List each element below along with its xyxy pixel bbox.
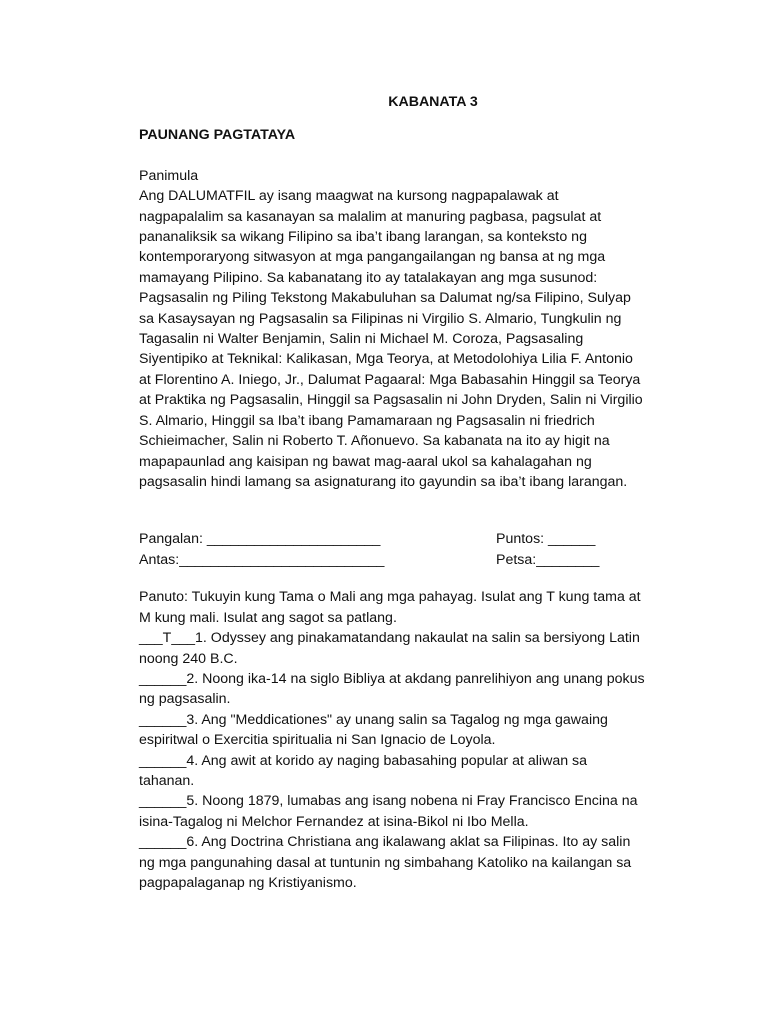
intro-paragraph bbox=[139, 186, 679, 492]
intro-heading: Panimula bbox=[139, 167, 199, 184]
quiz-item-line: tahanan. bbox=[139, 772, 195, 789]
score-field: Puntos: ______ bbox=[496, 531, 596, 548]
quiz-item-line: ______4. Ang awit at korido ay naging babasahing popular at aliwan sa bbox=[139, 752, 588, 769]
quiz-item-line: noong 240 B.C. bbox=[139, 650, 238, 667]
intro-line: Tagasalin ni Walter Benjamin, Salin ni Michael M. Coroza, Pagsasaling bbox=[139, 331, 584, 348]
quiz-item-line: ______3. Ang "Meddicationes" ay unang salin sa Tagalog ng mga gawaing bbox=[139, 711, 608, 728]
intro-line: kontemporaryong sitwasyon at mga pangangailangan ng bansa at ng mga bbox=[139, 249, 606, 266]
intro-line: mapapaunlad ang kaisipan ng bawat mag-aaral ukol sa kahalagahan ng bbox=[139, 453, 592, 470]
rank-field: Antas:__________________________ bbox=[139, 551, 385, 568]
intro-line: Schieimacher, Salin ni Roberto T. Añonuevo. Sa kabanata na ito ay higit na bbox=[139, 433, 610, 450]
quiz-item-6 bbox=[139, 832, 679, 893]
intro-line: pagsasalin hindi lamang sa asignaturang ito gayundin sa iba’t ibang larangan. bbox=[139, 473, 628, 490]
quiz-item-line: ______5. Noong 1879, lumabas ang isang nobena ni Fray Francisco Encina na bbox=[139, 793, 638, 810]
intro-line: nagpapalalim sa kasanayan sa malalim at manuring pagbasa, pagsulat at bbox=[139, 208, 602, 225]
intro-line: Siyentipiko at Teknikal: Kalikasan, Mga Teorya, at Metodolohiya Lilia F. Antonio bbox=[139, 351, 633, 368]
intro-line: Ang DALUMATFIL ay isang maagwat na kursong nagpapalawak at bbox=[139, 188, 559, 205]
intro-line: sa Kasaysayan ng Pagsasalin sa Filipinas ni Virgilio S. Almario, Tungkulin ng bbox=[139, 310, 622, 327]
name-field: Pangalan: ______________________ bbox=[139, 531, 381, 548]
field-row-1 bbox=[139, 529, 679, 549]
field-row-2 bbox=[139, 550, 679, 570]
quiz-item-1 bbox=[139, 628, 679, 669]
quiz-item-line: espiritwal o Exercitia spiritualia ni San Ignacio de Loyola. bbox=[139, 732, 496, 749]
intro-line: Pagsasalin ng Piling Tekstong Makabuluhan sa Dalumat ng/sa Filipino, Sulyap bbox=[139, 290, 631, 307]
document-page bbox=[139, 92, 679, 893]
intro-line: at Florentino A. Iniego, Jr., Dalumat Pagaaral: Mga Babasahin Hinggil sa Teorya bbox=[139, 371, 641, 388]
quiz-item-line: ng mga pangunahing dasal at tuntunin ng simbahang Katoliko na kailangan sa bbox=[139, 854, 632, 871]
quiz-item-4 bbox=[139, 751, 679, 792]
instructions-line: M kung mali. Isulat ang sagot sa patlang. bbox=[139, 609, 397, 626]
quiz-item-line: isina-Tagalog ni Melchor Fernandez at isina-Bikol ni Ibo Mella. bbox=[139, 813, 529, 830]
quiz-item-line: ______2. Noong ika-14 na siglo Bibliya at akdang panrelihiyon ang unang pokus bbox=[139, 670, 645, 687]
date-field: Petsa:________ bbox=[496, 551, 600, 568]
intro-line: S. Almario, Hinggil sa Iba’t ibang Pamamaraan ng Pagsasalin ni friedrich bbox=[139, 412, 595, 429]
instructions-line: Panuto: Tukuyin kung Tama o Mali ang mga pahayag. Isulat ang T kung tama at bbox=[139, 589, 641, 606]
quiz-item-3 bbox=[139, 710, 679, 751]
intro-line: at Praktika ng Pagsasalin, Hinggil sa Pagsasalin ni John Dryden, Salin ni Virgilio bbox=[139, 392, 643, 409]
intro-line: pananaliksik sa wikang Filipino sa iba’t ibang larangan, sa konteksto ng bbox=[139, 229, 587, 246]
quiz-section bbox=[139, 587, 679, 893]
chapter-heading: KABANATA 3 bbox=[388, 94, 478, 110]
section-title: PAUNANG PAGTATAYA bbox=[139, 127, 296, 144]
quiz-item-line: ______6. Ang Doctrina Christiana ang ikalawang aklat sa Filipinas. Ito ay salin bbox=[139, 834, 631, 851]
intro-line: mamayang Pilipino. Sa kabanatang ito ay tatalakayan ang mga susunod: bbox=[139, 269, 598, 286]
instructions-text bbox=[139, 587, 679, 628]
student-info-fields bbox=[139, 529, 679, 570]
quiz-item-5 bbox=[139, 791, 679, 832]
quiz-item-line: pagpapalaganap ng Kristiyanismo. bbox=[139, 875, 357, 891]
quiz-item-2 bbox=[139, 669, 679, 710]
quiz-item-line: ___T___1. Odyssey ang pinakamatandang nakaulat na salin sa bersiyong Latin bbox=[139, 630, 640, 647]
quiz-item-line: ng pagsasalin. bbox=[139, 691, 231, 708]
